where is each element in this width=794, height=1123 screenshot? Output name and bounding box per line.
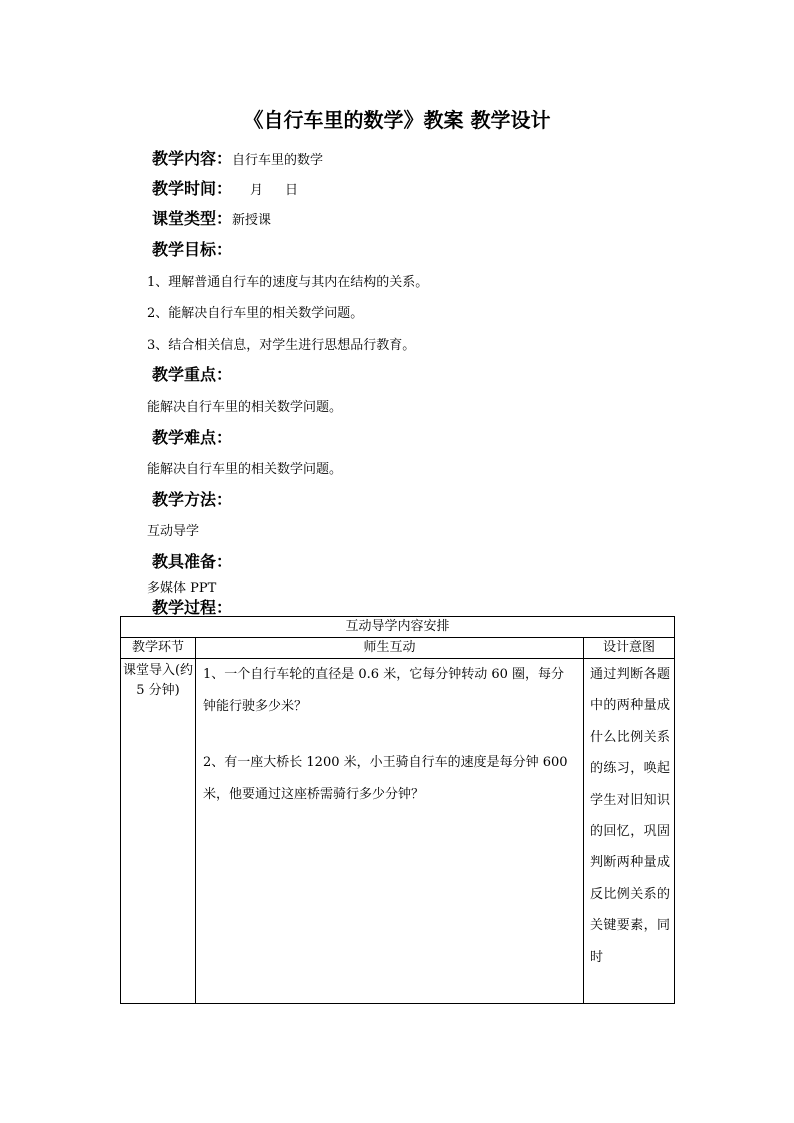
table-caption: 互动导学内容安排 bbox=[121, 617, 675, 638]
header-stage: 教学环节 bbox=[121, 638, 196, 659]
table-header-row bbox=[121, 638, 675, 659]
document-title: 《自行车里的数学》教案 教学设计 bbox=[243, 108, 551, 132]
table-caption-row bbox=[121, 617, 675, 638]
interaction-cell bbox=[196, 659, 584, 1004]
time-label: 教学时间： bbox=[152, 179, 233, 198]
key-points-label: 教学重点： bbox=[152, 365, 233, 384]
lesson-type-line bbox=[152, 206, 271, 229]
process-label: 教学过程： bbox=[152, 598, 233, 617]
time-day: 日 bbox=[285, 183, 299, 198]
content-value: 自行车里的数学 bbox=[232, 153, 324, 168]
time-month: 月 bbox=[250, 183, 264, 198]
header-interaction: 师生互动 bbox=[196, 638, 584, 659]
objective-item: 3、结合相关信息，对学生进行思想品行教育。 bbox=[147, 338, 416, 353]
objective-item: 1、理解普通自行车的速度与其内在结构的关系。 bbox=[147, 275, 429, 290]
materials-value: 多媒体 PPT bbox=[147, 581, 217, 596]
header-intent: 设计意图 bbox=[584, 638, 675, 659]
difficulties-label: 教学难点： bbox=[152, 428, 233, 447]
content-line bbox=[152, 146, 323, 169]
methods-label: 教学方法： bbox=[152, 490, 233, 509]
question-1: 1、一个自行车轮的直径是 0.6 米，它每分钟转动 60 圈，每分钟能行驶多少米？ bbox=[203, 667, 565, 714]
objectives-label: 教学目标： bbox=[152, 240, 233, 259]
intent-cell: 通过判断各题中的两种量成什么比例关系的练习，唤起学生对旧知识的回忆，巩固判断两种量成反比例关系的关键要素，同时 bbox=[584, 659, 675, 1004]
objective-item: 2、能解决自行车里的相关数学问题。 bbox=[147, 306, 364, 321]
key-points-value: 能解决自行车里的相关数学问题。 bbox=[147, 400, 343, 415]
stage-cell: 课堂导入(约 5 分钟) bbox=[121, 659, 196, 1004]
materials-label: 教具准备： bbox=[152, 552, 233, 571]
difficulties-value: 能解决自行车里的相关数学问题。 bbox=[147, 462, 343, 477]
lesson-table bbox=[120, 616, 675, 1004]
lesson-type-label: 课堂类型： bbox=[152, 209, 233, 228]
table-row bbox=[121, 659, 675, 1004]
question-2: 2、有一座大桥长 1200 米，小王骑自行车的速度是每分钟 600 米，他要通过这座桥需骑行多少分钟？ bbox=[203, 755, 568, 802]
methods-value: 互动导学 bbox=[147, 524, 200, 539]
time-line bbox=[152, 176, 298, 199]
lesson-type-value: 新授课 bbox=[232, 213, 272, 228]
content-label: 教学内容： bbox=[152, 149, 233, 168]
